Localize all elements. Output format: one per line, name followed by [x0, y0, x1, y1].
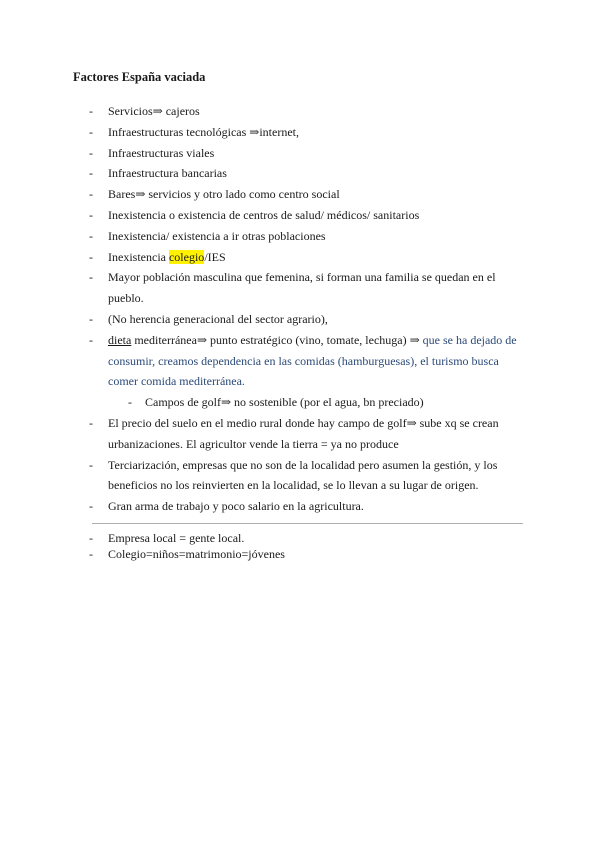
bullet-dash: - — [89, 228, 93, 243]
list-item-text: Infraestructura bancarias — [108, 166, 227, 181]
list-item-text: Gran arma de trabajo y poco salario en la agricultura. — [108, 499, 364, 514]
sub-list-item — [0, 392, 600, 413]
list-item — [0, 309, 600, 330]
factor-list — [0, 101, 600, 517]
blue-text-segment: que se ha dejado de consumir, creamos dependencia en las comidas (hamburguesas), el turismo busca comer comida mediterránea. — [108, 332, 517, 389]
list-item-text: Bares⇒ servicios y otro lado como centro social — [108, 187, 340, 202]
list-item — [0, 330, 600, 392]
list-item-text: Inexistencia/ existencia a ir otras poblaciones — [108, 228, 326, 243]
bullet-dash: - — [89, 249, 93, 264]
list-item-text: Campos de golf⇒ no sostenible (por el agua, bn preciado) — [145, 395, 424, 410]
list-item-text: Mayor población masculina que femenina, si forman una familia se quedan en el pueblo. — [108, 270, 496, 306]
list-item-text: Infraestructuras tecnológicas ⇒internet, — [108, 124, 299, 139]
bullet-dash: - — [89, 531, 93, 545]
bullet-dash: - — [89, 104, 93, 118]
list-item — [0, 267, 600, 309]
list-item — [0, 531, 600, 547]
list-item — [0, 226, 600, 247]
bullet-dash: - — [89, 546, 93, 561]
list-item — [0, 247, 600, 268]
text-segment: Inexistencia — [108, 249, 169, 264]
list-item — [0, 122, 600, 143]
list-item — [0, 205, 600, 226]
list-item — [0, 455, 600, 497]
bullet-dash: - — [89, 124, 93, 139]
notes-list — [0, 531, 600, 562]
bullet-dash: - — [89, 332, 93, 347]
list-item — [0, 184, 600, 205]
underlined-word: dieta — [108, 332, 132, 347]
bullet-dash: - — [89, 270, 93, 285]
list-item — [0, 163, 600, 184]
list-item — [0, 413, 600, 455]
bullet-dash: - — [89, 311, 93, 326]
list-item-text: Colegio=niños=matrimonio=jóvenes — [108, 546, 285, 561]
text-segment: /IES — [204, 249, 226, 264]
bullet-dash: - — [89, 187, 93, 202]
list-item — [0, 547, 600, 563]
list-item-text — [108, 247, 526, 268]
bullet-dash: - — [89, 499, 93, 514]
list-item — [0, 101, 600, 122]
text-segment: mediterránea⇒ punto estratégico (vino, tomate, lechuga) ⇒ — [131, 332, 423, 347]
list-item-text: Servicios⇒ cajeros — [108, 104, 200, 118]
bullet-dash: - — [128, 395, 132, 410]
list-item-text — [108, 330, 526, 392]
bullet-dash: - — [89, 145, 93, 160]
bullet-dash: - — [89, 415, 93, 430]
highlighted-word: colegio — [168, 249, 205, 264]
list-item-text: Inexistencia o existencia de centros de salud/ médicos/ sanitarios — [108, 207, 420, 222]
list-item-text: Empresa local = gente local. — [108, 531, 245, 545]
list-item-text: El precio del suelo en el medio rural donde hay campo de golf⇒ sube xq se crean urbanizaciones. El agricultor vende la tierra = ya no produce — [108, 415, 499, 451]
document-title: Factores España vaciada — [73, 70, 206, 84]
list-item-text: Infraestructuras viales — [108, 145, 215, 160]
bullet-dash: - — [89, 166, 93, 181]
list-item-text: Terciarización, empresas que no son de la localidad pero asumen la gestión, y los beneficios no los reinvierten en la localidad, se lo llevan a su lugar de origen. — [108, 457, 498, 493]
bullet-dash: - — [89, 207, 93, 222]
bullet-dash: - — [89, 457, 93, 472]
list-item — [0, 143, 600, 164]
horizontal-divider — [92, 523, 523, 524]
list-item-text: (No herencia generacional del sector agrario), — [108, 311, 328, 326]
list-item — [0, 496, 600, 517]
